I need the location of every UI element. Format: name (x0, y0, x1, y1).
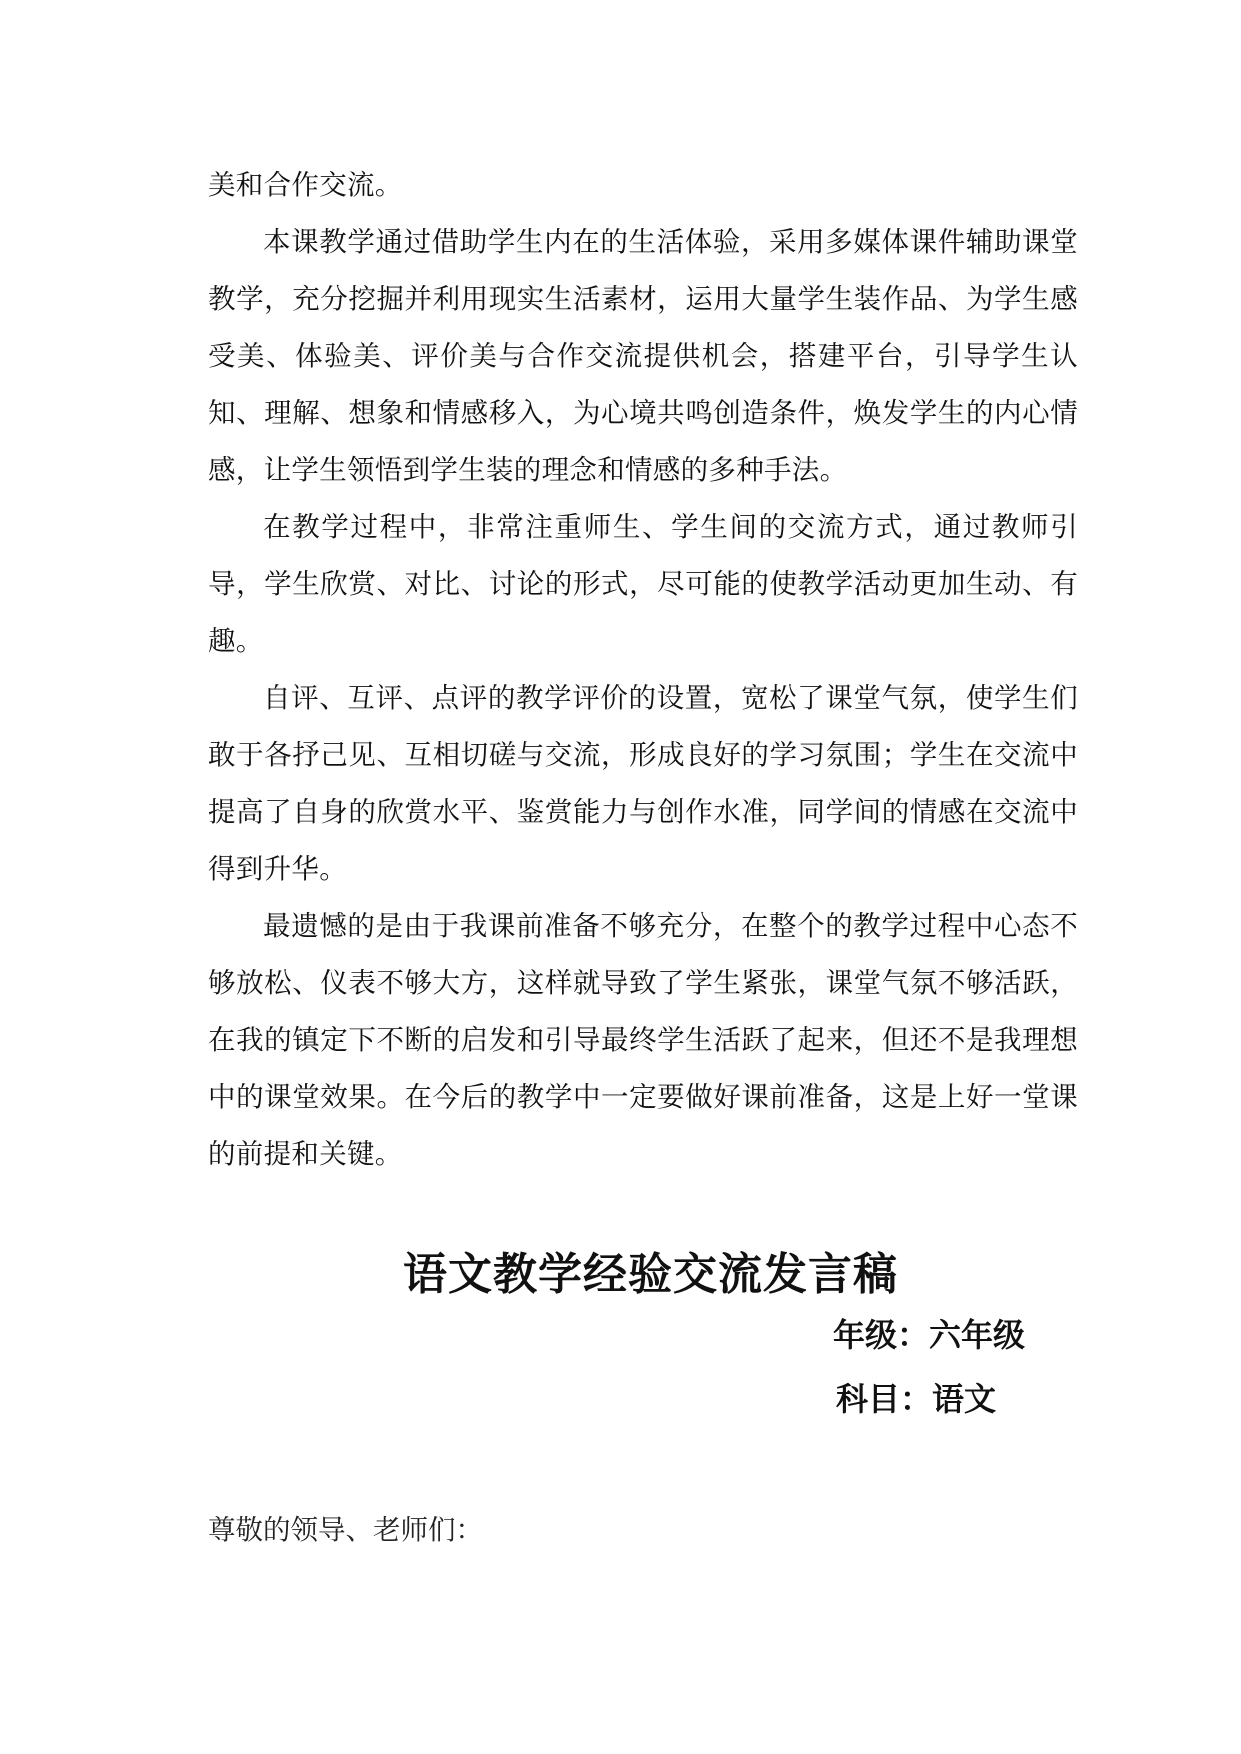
subject-label: 科目：语文 (836, 1380, 997, 1418)
paragraph: 在教学过程中，非常注重师生、学生间的交流方式，通过教师引导，学生欣赏、对比、讨论的形式，尽可能的使教学活动更加生动、有趣。 (208, 511, 1078, 657)
paragraph: 本课教学通过借助学生内在的生活体验，采用多媒体课件辅助课堂教学，充分挖掘并利用现实生活素材，运用大量学生装作品、为学生感受美、体验美、评价美与合作交流提供机会，搭建平台，引导学生认知、理解、想象和情感移入，为心境共鸣创造条件，焕发学生的内心情感，让学生领悟到学生装的理念和情感的多种手法。 (208, 226, 1078, 486)
grade-label: 年级：六年级 (833, 1316, 1026, 1354)
salutation: 尊敬的领导、老师们： (208, 1514, 483, 1546)
body-text (208, 157, 1078, 1183)
paragraph: 美和合作交流。 (208, 169, 403, 201)
paragraph: 最遗憾的是由于我课前准备不够充分，在整个的教学过程中心态不够放松、仪表不够大方，这样就导致了学生紧张，课堂气氛不够活跃，在我的镇定下不断的启发和引导最终学生活跃了起来，但还不是我理想中的课堂效果。在今后的教学中一定要做好课前准备，这是上好一堂课的前提和关键。 (208, 910, 1078, 1170)
document-title: 语文教学经验交流发言稿 (403, 1249, 898, 1300)
paragraph: 自评、互评、点评的教学评价的设置，宽松了课堂气氛，使学生们敢于各抒己见、互相切磋与交流，形成良好的学习氛围；学生在交流中提高了自身的欣赏水平、鉴赏能力与创作水准，同学间的情感在交流中得到升华。 (208, 682, 1078, 885)
